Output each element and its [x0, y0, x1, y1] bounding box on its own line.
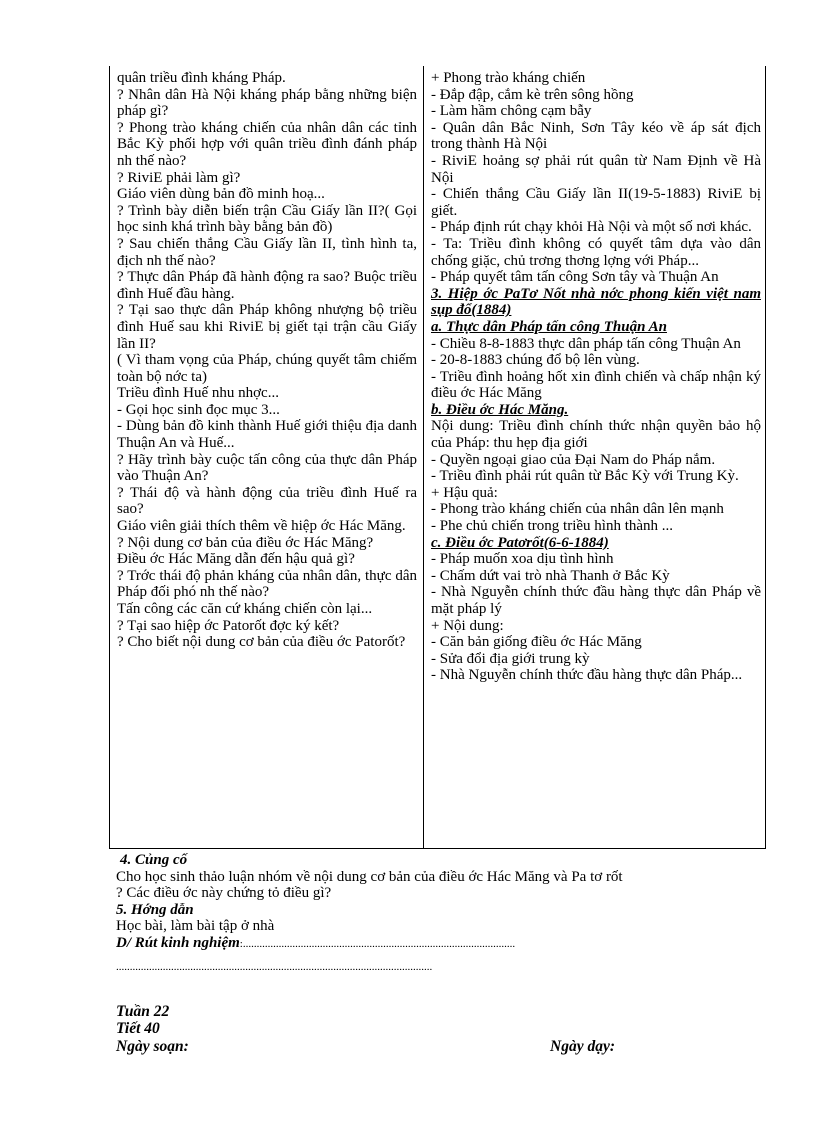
teach-date-label: Ngày dạy: — [550, 1038, 615, 1055]
teacher-activity-line: ? Trình bày diễn biến trận Cầu Giấy lần II?( Gọi học sinh khá trình bày bằng bản đồ) — [117, 202, 417, 236]
content-line: - Chiều 8-8-1883 thực dân pháp tấn công Thuận An — [431, 335, 741, 352]
content-line: - Nhà Nguyễn chính thức đầu hàng thực dân Pháp... — [431, 667, 743, 684]
rut-kinh-nghiem-dots: :................................................................................................... — [239, 937, 516, 950]
cung-co-question: ? Các điều ớc này chứng tỏ điều gì? — [116, 885, 332, 902]
teacher-activity-line: Tấn công các căn cứ kháng chiến còn lại... — [117, 601, 373, 617]
teacher-activity-line: ? Nhân dân Hà Nội kháng pháp bằng những biện pháp gì? — [117, 86, 417, 120]
teacher-activity-line: ? Phong trào kháng chiến của nhân dân các tỉnh Bắc Kỳ phối hợp với quân triều đình đánh pháp nh thế nào? — [117, 119, 417, 169]
content-line: Nội dung: Triều đình chính thức nhận quyền bảo hộ của Pháp: thu hẹp địa giới — [431, 418, 761, 452]
content-line: + Hậu quả: — [431, 484, 498, 501]
lesson-table — [109, 66, 766, 849]
content-line: - Chiến thắng Cầu Giấy lần II(19-5-1883) RiviE bị giết. — [431, 186, 761, 219]
teacher-activity-line: Điều ớc Hác Măng dẫn đến hậu quả gì? — [117, 551, 355, 568]
teacher-activity-line: ? Thái độ và hành động của triều đình Huế ra sao? — [117, 484, 417, 518]
section-heading: c. Điều ớc Patơrốt(6-6-1884) — [431, 534, 609, 551]
cung-co-heading: 4. Củng cố — [120, 852, 188, 868]
lesson-wrapup — [116, 852, 766, 975]
content-line: - Đắp đập, cắm kè trên sông hồng — [431, 86, 634, 103]
prep-date-label: Ngày soạn: — [116, 1038, 189, 1055]
content-line: - RiviE hoảng sợ phải rút quân từ Nam Định về Hà Nội — [431, 152, 761, 186]
content-line: - Căn bản giống điều ớc Hác Măng — [431, 634, 642, 651]
content-line: - Phe chủ chiến trong triều hình thành ... — [431, 518, 674, 535]
rut-kinh-nghiem-row — [116, 935, 766, 953]
content-line: + Nội dung: — [431, 617, 504, 634]
teacher-activity-line: - Dùng bản đồ kinh thành Huế giới thiệu địa danh Thuận An và Huế... — [117, 418, 417, 452]
rut-kinh-nghiem-label: D/ Rút kinh nghiệm — [116, 934, 240, 951]
teacher-activity-line: ? Trớc thái độ phản kháng của nhân dân, thực dân Pháp đối phó nh thế nào? — [117, 567, 417, 601]
section-heading: 3. Hiệp ớc PaTơ Nốt nhà nớc phong kiến việt nam sụp đổ(1884) — [431, 285, 761, 319]
teacher-activity-line: ? Tại sao thực dân Pháp không nhượng bộ triều đình Huế sau khi RiviE bị giết tại trận cầu Giấy lần II? — [117, 302, 417, 352]
huong-dan-line: Học bài, làm bài tập ở nhà — [116, 918, 275, 935]
content-line: - Làm hầm chông cạm bẫy — [431, 103, 592, 120]
teacher-activity-line: ? Hãy trình bày cuộc tấn công của thực dân Pháp vào Thuận An? — [117, 451, 417, 485]
content-line: - Sửa đổi địa giới trung kỳ — [431, 650, 590, 667]
content-line: - Phong trào kháng chiến của nhân dân lên mạnh — [431, 501, 724, 518]
teacher-activity-line: ? Cho biết nội dung cơ bản của điều ớc Patorốt? — [117, 634, 406, 651]
teacher-activity-line: ? Nội dung cơ bản của điều ớc Hác Măng? — [117, 534, 374, 551]
week-label: Tuần 22 — [116, 1003, 170, 1020]
content-line: - Chấm dứt vai trò nhà Thanh ở Bắc Kỳ — [431, 567, 670, 584]
content-line: - Triều đình hoảng hốt xin đình chiến và chấp nhận ký điều ớc Hác Măng — [431, 368, 761, 402]
period-label: Tiết 40 — [116, 1020, 160, 1037]
content-line: - Pháp quyết tâm tấn công Sơn tây và Thuận An — [431, 269, 719, 286]
teacher-activity-line: ( Vì tham vọng của Pháp, chúng quyết tâm chiếm toàn bộ nớc ta) — [117, 352, 417, 385]
content-line: - Quyền ngoại giao của Đại Nam do Pháp nắm. — [431, 451, 716, 468]
section-heading: a. Thực dân Pháp tấn công Thuận An — [431, 318, 667, 335]
teacher-activity-line: quân triều đình kháng Pháp. — [117, 70, 286, 86]
huong-dan-heading: 5. Hớng dẫn — [116, 901, 194, 918]
content-column — [431, 70, 761, 684]
content-line: - 20-8-1883 chúng đổ bộ lên vùng. — [431, 352, 640, 369]
teacher-activities-column — [117, 70, 417, 651]
cung-co-line: Cho học sinh thảo luận nhóm về nội dung cơ bản của điều ớc Hác Măng và Pa tơ rốt — [116, 868, 623, 885]
teacher-activity-line: Giáo viên dùng bản đồ minh hoạ... — [117, 186, 325, 203]
content-line: - Nhà Nguyễn chính thức đầu hàng thực dân Pháp về mặt pháp lý — [431, 584, 761, 617]
content-line: - Quân dân Bắc Ninh, Sơn Tây kéo về áp sát địch trong thành Hà Nội — [431, 119, 761, 153]
teacher-activity-line: Giáo viên giải thích thêm về hiệp ớc Hác Măng. — [117, 518, 406, 535]
teacher-activity-line: - Gọi học sinh đọc mục 3... — [117, 401, 280, 418]
content-line: - Pháp muốn xoa dịu tình hình — [431, 551, 614, 568]
teacher-activity-line: ? Tại sao hiệp ớc Patorốt đợc ký kết? — [117, 617, 340, 634]
content-line: - Pháp định rút chạy khỏi Hà Nội và một số nơi khác. — [431, 219, 752, 236]
teacher-activity-line: Triều đình Huế nhu nhợc... — [117, 385, 279, 402]
content-line: + Phong trào kháng chiến — [431, 70, 586, 86]
section-heading: b. Điều ớc Hác Măng. — [431, 401, 569, 418]
teacher-activity-line: ? Sau chiến thắng Cầu Giấy lần II, tình hình ta, địch nh thế nào? — [117, 235, 417, 269]
column-divider — [423, 66, 424, 848]
rut-kinh-nghiem-dots-line: ................................................................................................................... — [116, 960, 433, 973]
teacher-activity-line: ? RiviE phải làm gì? — [117, 169, 241, 186]
teacher-activity-line: ? Thực dân Pháp đã hành động ra sao? Buộc triều đình Huế đầu hàng. — [117, 269, 417, 302]
content-line: - Ta: Triều đình không có quyết tâm dựa vào dân chống giặc, chủ trơng thơng lợng với Pháp... — [431, 235, 761, 269]
content-line: - Triều đình phải rút quân từ Bắc Kỳ với Trung Kỳ. — [431, 468, 739, 485]
